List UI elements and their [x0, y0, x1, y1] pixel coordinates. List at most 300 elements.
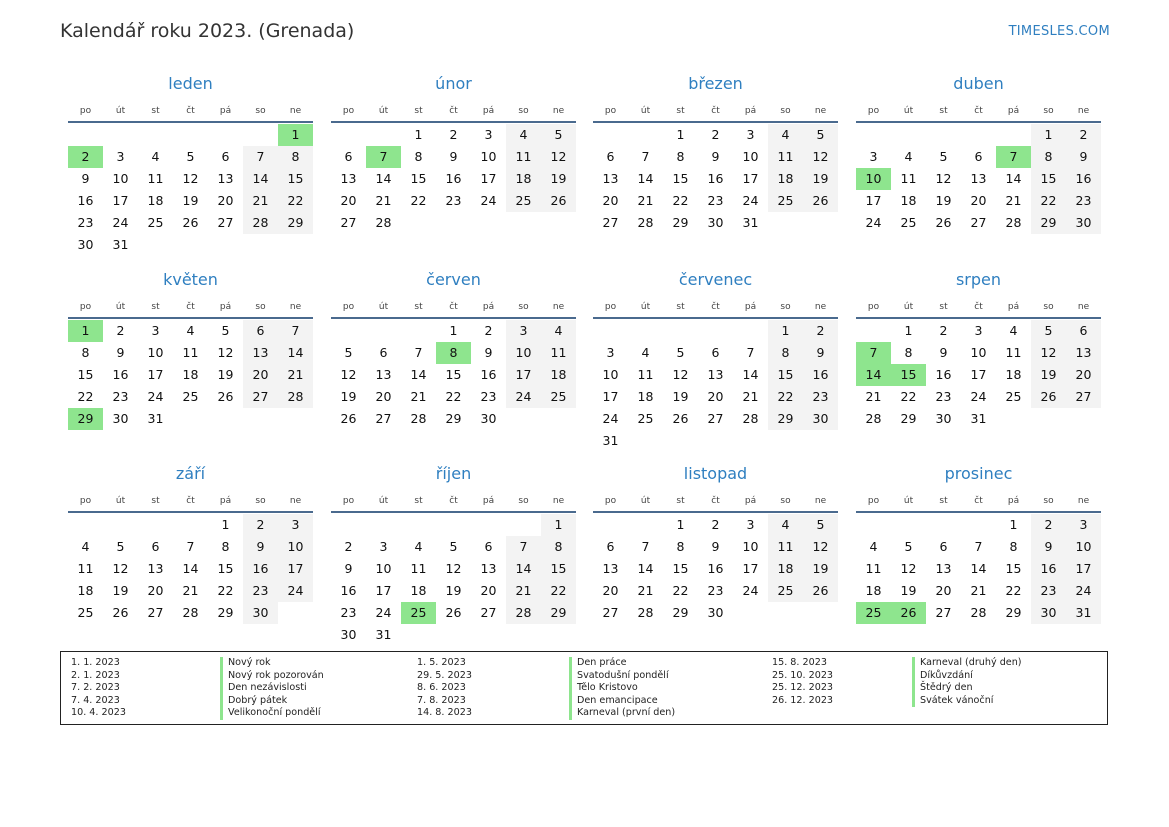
day: 12	[112, 561, 129, 576]
weekend-day: 21	[278, 364, 313, 386]
day: 27	[935, 605, 952, 620]
day: 9	[81, 171, 90, 186]
day: 3	[151, 323, 160, 338]
weekend-day: 16	[243, 558, 278, 580]
day: 10	[480, 149, 497, 164]
day: 25	[182, 389, 199, 404]
day: 6	[939, 539, 948, 554]
weekend-day: 10	[506, 342, 541, 364]
day: 5	[939, 149, 948, 164]
weekend-day: 2	[1066, 124, 1101, 146]
holiday-day: 1	[68, 320, 103, 342]
month-name: únor	[435, 74, 472, 93]
day: 16	[480, 367, 497, 382]
day: 30	[112, 411, 129, 426]
legend-date: 1. 5. 2023	[417, 657, 466, 668]
weekday-label: čt	[449, 106, 458, 116]
day: 5	[186, 149, 195, 164]
day: 26	[672, 411, 689, 426]
weekend-day: 11	[506, 146, 541, 168]
day: 16	[340, 583, 357, 598]
day: 27	[375, 411, 392, 426]
day: 21	[375, 193, 392, 208]
empty-cell	[401, 514, 436, 536]
weekday-label: čt	[449, 496, 458, 506]
weekday-header	[856, 300, 1101, 319]
month-name: prosinec	[944, 464, 1013, 483]
day: 17	[602, 389, 619, 404]
weekday-label: so	[518, 496, 529, 506]
weekend-day: 8	[1031, 146, 1066, 168]
weekday-label: pá	[1007, 496, 1020, 506]
day: 4	[869, 539, 878, 554]
legend-names-col-1	[220, 657, 324, 720]
month-1	[68, 73, 313, 256]
month-11	[593, 463, 838, 624]
day: 10	[147, 345, 164, 360]
weekday-label: so	[1043, 496, 1054, 506]
day: 6	[151, 539, 160, 554]
weekday-label: po	[867, 106, 880, 116]
day: 22	[672, 193, 689, 208]
weekday-label: st	[151, 496, 160, 506]
weekday-label: čt	[974, 496, 983, 506]
holiday-day: 25	[856, 602, 891, 624]
day: 20	[935, 583, 952, 598]
day: 31	[112, 237, 129, 252]
day: 1	[221, 517, 230, 532]
legend-date: 26. 12. 2023	[772, 694, 834, 706]
empty-cell	[138, 514, 173, 536]
day: 23	[340, 605, 357, 620]
weekday-header	[593, 104, 838, 123]
day: 6	[974, 149, 983, 164]
day: 27	[970, 215, 987, 230]
day-grid	[331, 514, 576, 646]
day: 13	[602, 171, 619, 186]
day: 3	[606, 345, 615, 360]
legend-dates-col-3	[772, 657, 833, 707]
day: 20	[217, 193, 234, 208]
legend-holiday-name: Den práce	[569, 657, 675, 670]
day: 28	[865, 411, 882, 426]
weekend-day: 6	[1066, 320, 1101, 342]
day: 19	[672, 389, 689, 404]
legend-date: 25. 10. 2023	[772, 669, 834, 681]
day: 16	[707, 561, 724, 576]
weekend-day: 21	[506, 580, 541, 602]
weekday-label: st	[414, 106, 423, 116]
day: 17	[147, 367, 164, 382]
day: 27	[340, 215, 357, 230]
day: 26	[112, 605, 129, 620]
day: 29	[900, 411, 917, 426]
weekend-day: 5	[1031, 320, 1066, 342]
day: 20	[602, 583, 619, 598]
day: 13	[147, 561, 164, 576]
weekend-day: 18	[768, 168, 803, 190]
month-name: květen	[163, 270, 218, 289]
holiday-day: 25	[401, 602, 436, 624]
weekday-label: pá	[744, 496, 757, 506]
weekend-day: 11	[768, 536, 803, 558]
day: 12	[672, 367, 689, 382]
day: 20	[970, 193, 987, 208]
day: 11	[1005, 345, 1022, 360]
weekend-day: 22	[1031, 190, 1066, 212]
day: 10	[742, 539, 759, 554]
holiday-day: 14	[856, 364, 891, 386]
day: 15	[1005, 561, 1022, 576]
day: 28	[375, 215, 392, 230]
month-2	[331, 73, 576, 234]
weekday-label: ne	[289, 106, 302, 116]
weekday-label: út	[378, 496, 389, 506]
day: 5	[449, 539, 458, 554]
day: 25	[900, 215, 917, 230]
empty-cell	[68, 514, 103, 536]
day: 1	[676, 517, 685, 532]
day: 6	[344, 149, 353, 164]
weekday-label: čt	[186, 496, 195, 506]
weekday-label: so	[518, 302, 529, 312]
empty-cell	[961, 514, 996, 536]
weekday-header	[68, 494, 313, 513]
weekday-label: st	[939, 496, 948, 506]
month-4	[856, 73, 1101, 234]
day: 24	[865, 215, 882, 230]
day: 24	[742, 583, 759, 598]
day: 7	[641, 149, 650, 164]
weekend-day: 18	[768, 558, 803, 580]
day: 7	[414, 345, 423, 360]
month-name: srpen	[955, 270, 1002, 289]
day: 19	[182, 193, 199, 208]
site-link[interactable]: TIMESLES.COM	[1008, 24, 1110, 39]
weekday-label: ne	[1077, 106, 1090, 116]
weekend-day: 4	[768, 514, 803, 536]
day: 14	[970, 561, 987, 576]
day: 4	[81, 539, 90, 554]
weekday-label: út	[378, 106, 389, 116]
weekend-day: 9	[803, 342, 838, 364]
day: 20	[340, 193, 357, 208]
day: 21	[637, 583, 654, 598]
weekday-label: ne	[1077, 496, 1090, 506]
weekend-day: 18	[541, 364, 576, 386]
day: 10	[742, 149, 759, 164]
empty-cell	[628, 124, 663, 146]
day: 24	[480, 193, 497, 208]
day: 24	[147, 389, 164, 404]
day: 23	[77, 215, 94, 230]
weekend-day: 29	[1031, 212, 1066, 234]
weekday-label: ne	[552, 106, 565, 116]
weekend-day: 28	[506, 602, 541, 624]
day: 27	[480, 605, 497, 620]
weekend-day: 9	[243, 536, 278, 558]
weekday-header	[68, 300, 313, 319]
legend-holiday-name: Karneval (druhý den)	[912, 657, 1022, 670]
day: 28	[742, 411, 759, 426]
day: 9	[711, 149, 720, 164]
day: 31	[375, 627, 392, 642]
month-10	[331, 463, 576, 646]
day: 26	[445, 605, 462, 620]
weekday-label: ne	[814, 496, 827, 506]
weekday-label: st	[676, 302, 685, 312]
weekend-day: 7	[506, 536, 541, 558]
day: 22	[1005, 583, 1022, 598]
day-grid	[68, 320, 313, 430]
weekday-label: po	[342, 302, 355, 312]
day: 29	[217, 605, 234, 620]
day: 28	[637, 215, 654, 230]
weekend-day: 3	[1066, 514, 1101, 536]
weekday-label: pá	[744, 302, 757, 312]
day: 25	[637, 411, 654, 426]
day-grid	[593, 124, 838, 234]
legend-holiday-name: Svatodušní pondělí	[569, 670, 675, 683]
weekday-label: so	[1043, 106, 1054, 116]
day: 13	[375, 367, 392, 382]
day: 20	[147, 583, 164, 598]
day: 2	[344, 539, 353, 554]
weekend-day: 23	[243, 580, 278, 602]
weekday-label: so	[255, 302, 266, 312]
weekend-day: 13	[243, 342, 278, 364]
weekend-day: 9	[1066, 146, 1101, 168]
weekend-day: 8	[278, 146, 313, 168]
day: 28	[1005, 215, 1022, 230]
weekday-label: po	[79, 302, 92, 312]
empty-cell	[698, 320, 733, 342]
weekend-day: 17	[506, 364, 541, 386]
month-name: březen	[688, 74, 743, 93]
day: 8	[676, 539, 685, 554]
day: 30	[935, 411, 952, 426]
weekend-day: 4	[541, 320, 576, 342]
day: 7	[641, 539, 650, 554]
month-name: říjen	[435, 464, 472, 483]
day: 2	[939, 323, 948, 338]
weekday-label: st	[151, 302, 160, 312]
day: 5	[221, 323, 230, 338]
weekday-label: čt	[711, 106, 720, 116]
day: 19	[445, 583, 462, 598]
day: 27	[602, 605, 619, 620]
weekend-day: 22	[278, 190, 313, 212]
weekday-label: st	[676, 106, 685, 116]
weekday-label: út	[640, 106, 651, 116]
weekend-day: 24	[278, 580, 313, 602]
day: 12	[217, 345, 234, 360]
weekend-day: 15	[768, 364, 803, 386]
day: 22	[900, 389, 917, 404]
day: 22	[77, 389, 94, 404]
weekday-label: po	[604, 496, 617, 506]
weekend-day: 17	[278, 558, 313, 580]
legend-holiday-name: Karneval (první den)	[569, 707, 675, 720]
empty-cell	[891, 514, 926, 536]
empty-cell	[593, 124, 628, 146]
weekday-header	[593, 494, 838, 513]
day: 21	[410, 389, 427, 404]
day-grid	[68, 124, 313, 256]
day: 1	[904, 323, 913, 338]
day: 16	[112, 367, 129, 382]
day: 21	[182, 583, 199, 598]
weekend-day: 14	[506, 558, 541, 580]
day: 27	[707, 411, 724, 426]
day: 26	[935, 215, 952, 230]
weekend-day: 2	[1031, 514, 1066, 536]
day: 4	[904, 149, 913, 164]
empty-cell	[593, 320, 628, 342]
day-grid	[331, 124, 576, 234]
empty-cell	[173, 514, 208, 536]
day: 23	[707, 583, 724, 598]
legend-holiday-name: Díkůvzdání	[912, 670, 1022, 683]
weekend-day: 8	[541, 536, 576, 558]
legend-date: 7. 2. 2023	[71, 682, 120, 694]
day: 28	[637, 605, 654, 620]
legend-date: 14. 8. 2023	[417, 707, 472, 719]
day: 25	[1005, 389, 1022, 404]
day: 10	[602, 367, 619, 382]
weekend-day: 10	[1066, 536, 1101, 558]
day: 22	[672, 583, 689, 598]
day: 20	[602, 193, 619, 208]
day: 6	[221, 149, 230, 164]
legend-date: 2. 1. 2023	[71, 669, 120, 681]
day: 2	[711, 127, 720, 142]
weekend-day: 1	[1031, 124, 1066, 146]
day: 19	[935, 193, 952, 208]
day: 12	[935, 171, 952, 186]
empty-cell	[733, 320, 768, 342]
weekday-label: st	[676, 496, 685, 506]
day: 11	[182, 345, 199, 360]
weekend-day: 5	[541, 124, 576, 146]
weekend-day: 12	[803, 146, 838, 168]
weekend-day: 25	[768, 580, 803, 602]
day: 14	[637, 561, 654, 576]
weekday-label: so	[255, 496, 266, 506]
month-5	[68, 269, 313, 430]
weekend-day: 12	[541, 146, 576, 168]
day: 1	[1009, 517, 1018, 532]
day: 1	[449, 323, 458, 338]
weekend-day: 30	[1066, 212, 1101, 234]
day: 4	[151, 149, 160, 164]
day: 20	[375, 389, 392, 404]
weekday-label: út	[115, 106, 126, 116]
month-name: červenec	[678, 270, 753, 289]
weekday-label: pá	[482, 106, 495, 116]
day: 30	[77, 237, 94, 252]
holiday-day: 8	[436, 342, 471, 364]
weekday-label: po	[342, 496, 355, 506]
empty-cell	[926, 124, 961, 146]
holiday-day: 10	[856, 168, 891, 190]
day: 14	[637, 171, 654, 186]
weekday-header	[856, 104, 1101, 123]
day: 23	[445, 193, 462, 208]
empty-cell	[366, 124, 401, 146]
day: 26	[182, 215, 199, 230]
day: 28	[970, 605, 987, 620]
weekend-day: 25	[768, 190, 803, 212]
day: 17	[742, 171, 759, 186]
weekday-label: út	[903, 496, 914, 506]
weekend-day: 4	[768, 124, 803, 146]
day: 15	[77, 367, 94, 382]
weekday-label: ne	[552, 496, 565, 506]
day: 10	[970, 345, 987, 360]
day: 31	[602, 433, 619, 448]
weekday-label: út	[115, 496, 126, 506]
weekend-day: 26	[541, 190, 576, 212]
weekend-day: 27	[1066, 386, 1101, 408]
empty-cell	[856, 320, 891, 342]
empty-cell	[243, 124, 278, 146]
day-grid	[856, 124, 1101, 234]
empty-cell	[401, 320, 436, 342]
month-name: červen	[426, 270, 481, 289]
day: 15	[445, 367, 462, 382]
day: 1	[414, 127, 423, 142]
day: 8	[221, 539, 230, 554]
weekend-day: 23	[1031, 580, 1066, 602]
weekend-day: 19	[541, 168, 576, 190]
weekend-day: 15	[1031, 168, 1066, 190]
weekend-day: 23	[803, 386, 838, 408]
legend-holiday-name: Tělo Kristovo	[569, 682, 675, 695]
empty-cell	[628, 514, 663, 536]
day: 11	[900, 171, 917, 186]
day: 29	[1005, 605, 1022, 620]
weekday-label: ne	[1077, 302, 1090, 312]
weekend-day: 15	[278, 168, 313, 190]
legend-dates-col-2	[417, 657, 472, 720]
empty-cell	[138, 124, 173, 146]
day: 27	[217, 215, 234, 230]
holiday-day: 7	[366, 146, 401, 168]
day: 2	[711, 517, 720, 532]
weekend-day: 19	[803, 168, 838, 190]
legend-holiday-name: Štědrý den	[912, 682, 1022, 695]
day: 14	[375, 171, 392, 186]
weekend-day: 26	[803, 580, 838, 602]
day: 11	[637, 367, 654, 382]
day: 11	[410, 561, 427, 576]
empty-cell	[366, 320, 401, 342]
weekday-label: út	[903, 106, 914, 116]
day: 17	[970, 367, 987, 382]
day: 17	[375, 583, 392, 598]
day: 9	[116, 345, 125, 360]
month-12	[856, 463, 1101, 624]
day: 25	[77, 605, 94, 620]
day: 7	[746, 345, 755, 360]
empty-cell	[856, 514, 891, 536]
legend-names-col-2	[569, 657, 675, 720]
day: 10	[375, 561, 392, 576]
day: 13	[602, 561, 619, 576]
day: 11	[865, 561, 882, 576]
weekday-label: po	[79, 496, 92, 506]
